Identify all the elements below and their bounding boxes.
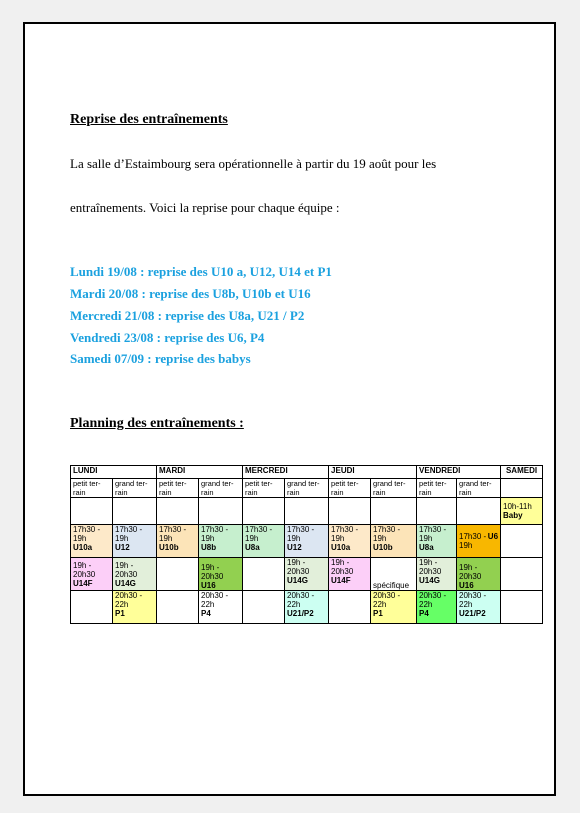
session-time: 19h - 20h30 (287, 558, 310, 576)
empty-cell (243, 558, 285, 591)
subheader-grand: grand ter-rain (113, 479, 157, 498)
session-cell (199, 591, 243, 624)
session-time: 19h - 20h30 (419, 558, 442, 576)
session-cell (417, 525, 457, 558)
session-team: U14G (287, 576, 308, 585)
session-time: 17h30 - 19h (159, 525, 187, 543)
session-cell (329, 558, 371, 591)
empty-cell (243, 498, 285, 525)
subheader-grand: grand ter-rain (285, 479, 329, 498)
session-time: 17h30 - 19h (287, 525, 315, 543)
session-team: Baby (503, 511, 523, 520)
session-team: U10a (73, 543, 93, 552)
session-team: U14G (115, 578, 136, 588)
empty-cell (113, 498, 157, 525)
subheader-petit: petit ter-rain (71, 479, 113, 498)
session-team: U14G (419, 576, 440, 585)
session-cell (243, 525, 285, 558)
day-header: MARDI (157, 466, 243, 479)
session-cell (157, 525, 199, 558)
session-cell (199, 525, 243, 558)
session-cell (113, 591, 157, 624)
session-time: 19h - 20h30 (73, 560, 96, 579)
session-time: 20h30 - 22h (201, 591, 229, 609)
session-team: U21/P2 (287, 609, 314, 618)
session-time: 19h - 20h30 (115, 560, 138, 579)
subheader-petit: petit ter-rain (157, 479, 199, 498)
session-cell (113, 558, 157, 591)
session-cell (285, 525, 329, 558)
session-team: U12 (115, 543, 130, 552)
section-title-planning: Planning des entraînements : (70, 416, 244, 431)
session-time: 17h30 - 19h (201, 525, 229, 543)
session-time: 20h30 - 22h (459, 591, 487, 609)
planning-table (70, 465, 543, 624)
session-time: 19h - 20h30 (201, 563, 224, 581)
session-team: U16 (201, 581, 216, 590)
session-cell (71, 558, 113, 591)
day-header: VENDREDI (417, 466, 501, 479)
session-time: 19h - 20h30 (331, 558, 354, 576)
resume-line: Mercredi 21/08 : reprise des U8a, U21 / P2 (70, 308, 305, 323)
session-cell (457, 558, 501, 591)
session-time: 17h30 - 19h (245, 525, 273, 543)
subheader-grand: grand ter-rain (371, 479, 417, 498)
empty-cell (157, 558, 199, 591)
session-note: spécifique (373, 581, 410, 590)
resume-line: Mardi 20/08 : reprise des U8b, U10b et U16 (70, 286, 311, 301)
session-cell (457, 525, 501, 558)
subheader-grand: grand ter-rain (457, 479, 501, 498)
intro-line-1: La salle d’Estaimbourg sera opérationnelle à partir du 19 août pour les (70, 156, 437, 171)
empty-cell (329, 591, 371, 624)
session-team: P4 (419, 609, 429, 618)
session-team: U8a (419, 543, 434, 552)
session-time: 10h-11h (503, 502, 532, 511)
session-cell (371, 591, 417, 624)
session-team: U8b (201, 543, 217, 552)
empty-cell (157, 498, 199, 525)
empty-cell (329, 498, 371, 525)
empty-cell (157, 591, 199, 624)
empty-cell (457, 498, 501, 525)
empty-cell (199, 498, 243, 525)
empty-cell (501, 558, 543, 591)
session-team: U10b (373, 543, 393, 552)
session-time: 17h30 - 19h (373, 525, 401, 543)
session-team: U10a (331, 543, 351, 552)
day-header: MERCREDI (243, 466, 329, 479)
subheader-petit: petit ter-rain (243, 479, 285, 498)
empty-cell (71, 498, 113, 525)
session-team: U21/P2 (459, 609, 486, 618)
session-team: U10b (159, 543, 179, 552)
intro-line-2: entraînements. Voici la reprise pour chaque équipe : (70, 200, 340, 215)
subheader-petit: petit ter-rain (417, 479, 457, 498)
day-header: LUNDI (71, 466, 157, 479)
session-team: U8a (245, 543, 260, 552)
session-cell (457, 591, 501, 624)
session-cell (371, 558, 417, 591)
session-time: 20h30 - 22h (287, 591, 315, 609)
session-team: U6 (487, 532, 499, 541)
session-cell (371, 525, 417, 558)
empty-cell (501, 479, 543, 498)
empty-cell (501, 591, 543, 624)
session-time: 19h - 20h30 (459, 563, 482, 581)
document-page (23, 22, 556, 796)
session-time: 20h30 - 22h (115, 591, 143, 609)
session-cell (113, 525, 157, 558)
empty-cell (417, 498, 457, 525)
session-team: U14F (73, 578, 93, 588)
session-team: U14F (331, 576, 351, 585)
session-cell (285, 558, 329, 591)
day-header: SAMEDI (501, 466, 543, 479)
resume-line: Samedi 07/09 : reprise des babys (70, 351, 251, 366)
session-cell (417, 558, 457, 591)
empty-cell (501, 525, 543, 558)
session-team: P1 (115, 609, 125, 618)
section-title-reprise: Reprise des entraînements (70, 112, 228, 127)
session-cell (285, 591, 329, 624)
empty-cell (243, 591, 285, 624)
session-cell (199, 558, 243, 591)
empty-cell (285, 498, 329, 525)
session-time: 17h30 - 19h (459, 532, 487, 550)
session-time: 17h30 - 19h (115, 525, 143, 543)
session-time: 20h30 - 22h (419, 591, 447, 609)
empty-cell (71, 591, 113, 624)
resume-line: Lundi 19/08 : reprise des U10 a, U12, U14 et P1 (70, 264, 332, 279)
session-team: P4 (201, 609, 211, 618)
session-team: U16 (459, 581, 474, 590)
resume-line: Vendredi 23/08 : reprise des U6, P4 (70, 330, 265, 345)
session-time: 17h30 - 19h (73, 525, 101, 543)
session-team: U12 (287, 543, 302, 552)
subheader-grand: grand ter-rain (199, 479, 243, 498)
session-time: 17h30 - 19h (331, 525, 359, 543)
session-cell (71, 525, 113, 558)
session-time: 20h30 - 22h (373, 591, 401, 609)
session-cell-baby (501, 498, 543, 525)
subheader-petit: petit ter-rain (329, 479, 371, 498)
empty-cell (371, 498, 417, 525)
day-header: JEUDI (329, 466, 417, 479)
session-team: P1 (373, 609, 383, 618)
session-cell (417, 591, 457, 624)
session-time: 17h30 - 19h (419, 525, 447, 543)
session-cell (329, 525, 371, 558)
